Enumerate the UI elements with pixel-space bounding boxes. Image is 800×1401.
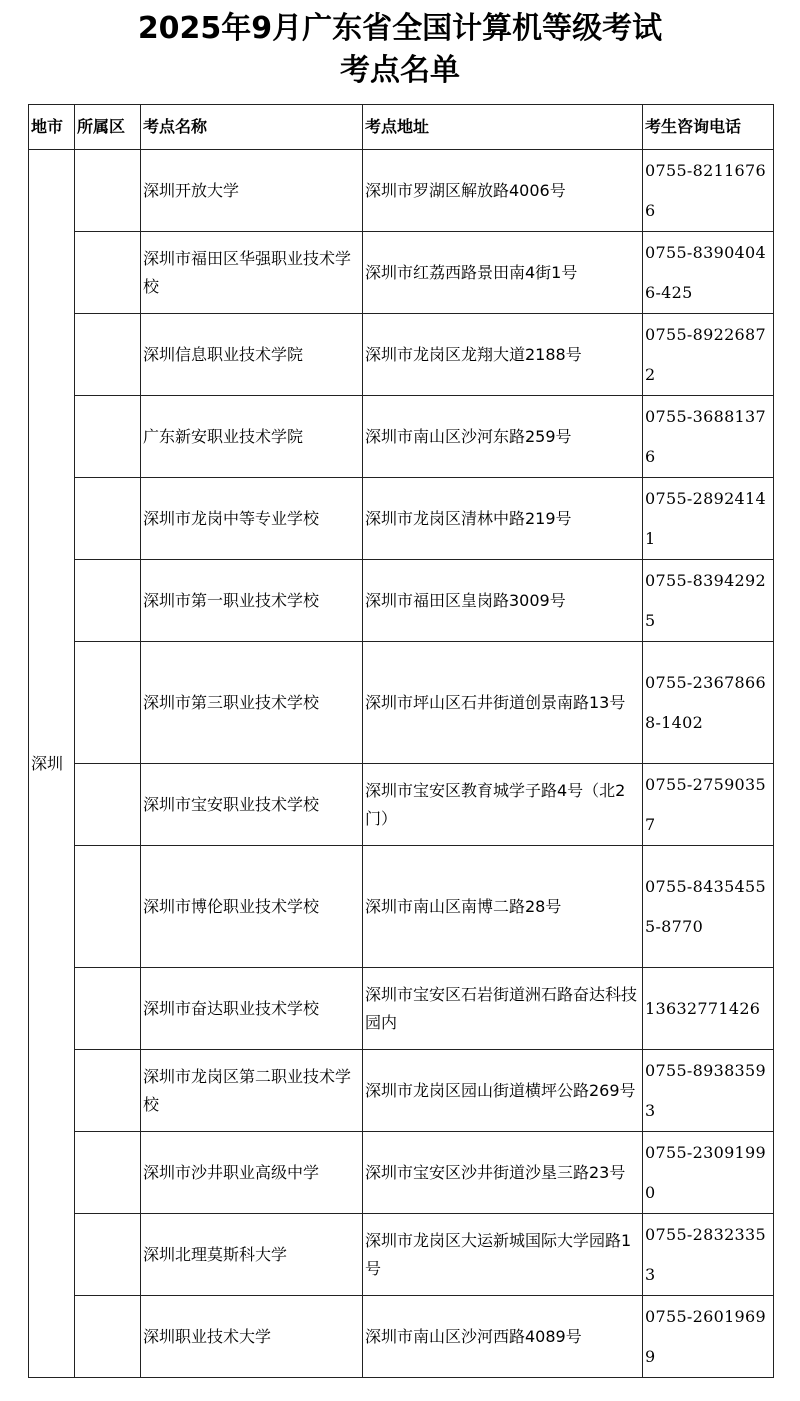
district-cell [75,478,141,560]
table-row [29,478,774,560]
district-cell [75,642,141,764]
header-address: 考点地址 [363,105,643,150]
table-row [29,1214,774,1296]
site-phone-cell: 0755-89226872 [643,314,774,396]
table-row [29,764,774,846]
district-cell [75,314,141,396]
header-name: 考点名称 [141,105,363,150]
district-cell [75,1132,141,1214]
site-address-cell: 深圳市宝安区石岩街道洲石路奋达科技园内 [363,968,643,1050]
table-body [29,150,774,1378]
site-address-cell: 深圳市南山区南博二路28号 [363,846,643,968]
table-row [29,642,774,764]
site-phone-cell: 0755-82116766 [643,150,774,232]
table-row [29,846,774,968]
table-row [29,314,774,396]
site-address-cell: 深圳市龙岗区园山街道横坪公路269号 [363,1050,643,1132]
site-phone-cell: 0755-28924141 [643,478,774,560]
header-district: 所属区 [75,105,141,150]
site-name-cell: 深圳信息职业技术学院 [141,314,363,396]
district-cell [75,1050,141,1132]
table-row [29,1132,774,1214]
district-cell [75,232,141,314]
site-address-cell: 深圳市宝安区教育城学子路4号（北2门） [363,764,643,846]
table-header-row [29,105,774,150]
site-name-cell: 深圳北理莫斯科大学 [141,1214,363,1296]
site-address-cell: 深圳市红荔西路景田南4街1号 [363,232,643,314]
site-phone-cell: 0755-84354555-8770 [643,846,774,968]
district-cell [75,396,141,478]
site-name-cell: 深圳市博伦职业技术学校 [141,846,363,968]
site-name-cell: 深圳职业技术大学 [141,1296,363,1378]
site-phone-cell: 0755-28323353 [643,1214,774,1296]
header-city: 地市 [29,105,75,150]
table-row [29,1050,774,1132]
site-address-cell: 深圳市龙岗区龙翔大道2188号 [363,314,643,396]
site-phone-cell: 0755-23091990 [643,1132,774,1214]
site-name-cell: 深圳市龙岗中等专业学校 [141,478,363,560]
site-phone-cell: 13632771426 [643,968,774,1050]
table-row [29,1296,774,1378]
site-phone-cell: 0755-89383593 [643,1050,774,1132]
site-name-cell: 深圳市第一职业技术学校 [141,560,363,642]
page-title-line-2: 考点名单 [340,53,460,88]
city-cell: 深圳 [29,150,75,1378]
site-phone-cell: 0755-26019699 [643,1296,774,1378]
site-name-cell: 深圳市龙岗区第二职业技术学校 [141,1050,363,1132]
exam-site-table [28,104,774,1378]
table-row [29,396,774,478]
site-phone-cell: 0755-27590357 [643,764,774,846]
site-name-cell: 深圳市奋达职业技术学校 [141,968,363,1050]
district-cell [75,764,141,846]
header-phone: 考生咨询电话 [643,105,774,150]
site-phone-cell: 0755-36881376 [643,396,774,478]
table-row [29,560,774,642]
district-cell [75,1296,141,1378]
site-phone-cell: 0755-83904046-425 [643,232,774,314]
site-address-cell: 深圳市南山区沙河西路4089号 [363,1296,643,1378]
site-name-cell: 深圳市沙井职业高级中学 [141,1132,363,1214]
district-cell [75,846,141,968]
page-title-line-1: 2025年9月广东省全国计算机等级考试 [137,11,663,46]
site-address-cell: 深圳市福田区皇岗路3009号 [363,560,643,642]
site-address-cell: 深圳市罗湖区解放路4006号 [363,150,643,232]
table-row [29,150,774,232]
site-name-cell: 深圳市福田区华强职业技术学校 [141,232,363,314]
site-address-cell: 深圳市龙岗区大运新城国际大学园路1号 [363,1214,643,1296]
site-address-cell: 深圳市南山区沙河东路259号 [363,396,643,478]
site-name-cell: 广东新安职业技术学院 [141,396,363,478]
district-cell [75,968,141,1050]
site-address-cell: 深圳市龙岗区清林中路219号 [363,478,643,560]
site-address-cell: 深圳市坪山区石井街道创景南路13号 [363,642,643,764]
table-row [29,968,774,1050]
site-name-cell: 深圳市宝安职业技术学校 [141,764,363,846]
district-cell [75,150,141,232]
district-cell [75,1214,141,1296]
district-cell [75,560,141,642]
site-address-cell: 深圳市宝安区沙井街道沙垦三路23号 [363,1132,643,1214]
site-name-cell: 深圳市第三职业技术学校 [141,642,363,764]
site-name-cell: 深圳开放大学 [141,150,363,232]
site-phone-cell: 0755-23678668-1402 [643,642,774,764]
site-phone-cell: 0755-83942925 [643,560,774,642]
table-row [29,232,774,314]
